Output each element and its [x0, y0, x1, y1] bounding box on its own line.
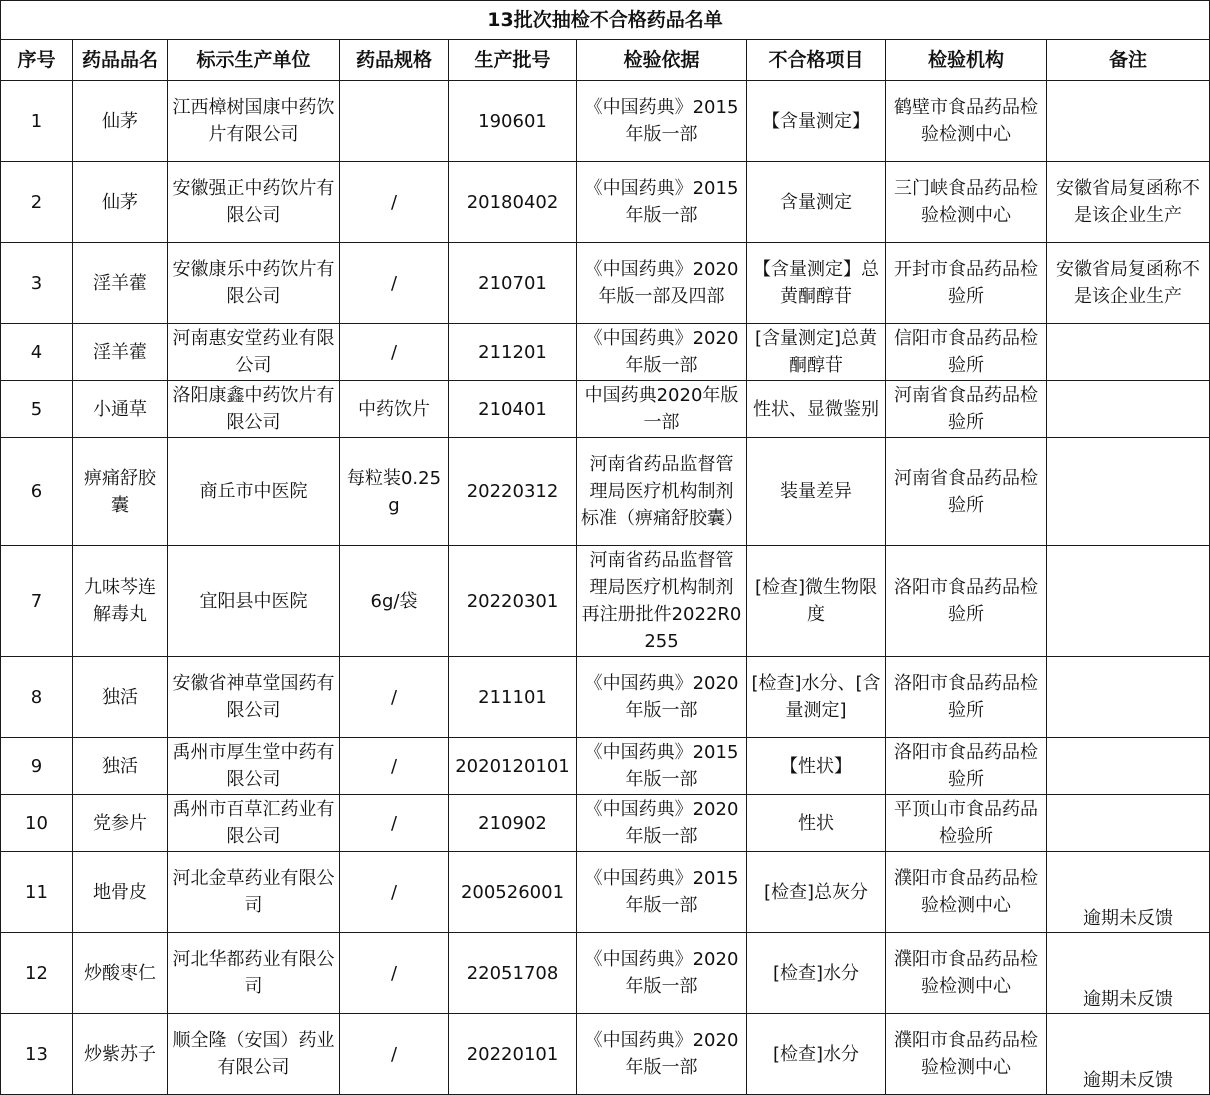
cell-basis: 《中国药典》2020年版一部: [577, 795, 747, 852]
table-row: [1, 1014, 1210, 1095]
cell-spec: 中药饮片: [340, 381, 449, 438]
table-row: [1, 381, 1210, 438]
cell-no: 8: [1, 657, 73, 738]
cell-maker: 河北华都药业有限公司: [168, 933, 340, 1014]
table-row: [1, 243, 1210, 324]
cell-maker: 禹州市百草汇药业有限公司: [168, 795, 340, 852]
cell-item: [检查]水分: [747, 1014, 886, 1095]
table-row: [1, 546, 1210, 657]
cell-note: [1047, 795, 1210, 852]
table-row: [1, 738, 1210, 795]
cell-item: 含量测定: [747, 162, 886, 243]
cell-note: 逾期未反馈: [1047, 933, 1210, 1014]
cell-batch: 22051708: [449, 933, 577, 1014]
cell-no: 3: [1, 243, 73, 324]
cell-batch: 20220312: [449, 438, 577, 546]
table-row: [1, 657, 1210, 738]
cell-maker: 禹州市厚生堂中药有限公司: [168, 738, 340, 795]
cell-lab: 洛阳市食品药品检验所: [886, 657, 1047, 738]
cell-basis: 《中国药典》2020年版一部: [577, 933, 747, 1014]
col-header-no: 序号: [1, 40, 73, 81]
cell-spec: /: [340, 243, 449, 324]
table-title: 13批次抽检不合格药品名单: [1, 1, 1210, 40]
cell-item: 【含量测定】: [747, 81, 886, 162]
cell-lab: 平顶山市食品药品检验所: [886, 795, 1047, 852]
cell-maker: 洛阳康鑫中药饮片有限公司: [168, 381, 340, 438]
cell-batch: 20180402: [449, 162, 577, 243]
cell-lab: 洛阳市食品药品检验所: [886, 546, 1047, 657]
col-header-lab: 检验机构: [886, 40, 1047, 81]
cell-basis: 《中国药典》2015年版一部: [577, 738, 747, 795]
cell-no: 6: [1, 438, 73, 546]
cell-batch: 211101: [449, 657, 577, 738]
cell-lab: 濮阳市食品药品检验检测中心: [886, 933, 1047, 1014]
cell-spec: /: [340, 795, 449, 852]
cell-maker: 安徽强正中药饮片有限公司: [168, 162, 340, 243]
table-row: [1, 162, 1210, 243]
cell-name: 独活: [73, 657, 168, 738]
cell-batch: 210701: [449, 243, 577, 324]
cell-spec: [340, 81, 449, 162]
cell-spec: /: [340, 1014, 449, 1095]
cell-spec: /: [340, 162, 449, 243]
table-row: [1, 795, 1210, 852]
col-header-note: 备注: [1047, 40, 1210, 81]
cell-note: 逾期未反馈: [1047, 1014, 1210, 1095]
cell-basis: 《中国药典》2020年版一部及四部: [577, 243, 747, 324]
cell-item: [检查]水分、[含量测定]: [747, 657, 886, 738]
cell-no: 9: [1, 738, 73, 795]
cell-no: 4: [1, 324, 73, 381]
cell-no: 7: [1, 546, 73, 657]
cell-basis: 《中国药典》2020年版一部: [577, 324, 747, 381]
cell-name: 独活: [73, 738, 168, 795]
cell-item: 【性状】: [747, 738, 886, 795]
cell-batch: 2020120101: [449, 738, 577, 795]
cell-maker: 宜阳县中医院: [168, 546, 340, 657]
cell-name: 地骨皮: [73, 852, 168, 933]
cell-basis: 《中国药典》2015年版一部: [577, 162, 747, 243]
cell-basis: 《中国药典》2020年版一部: [577, 1014, 747, 1095]
cell-batch: 210902: [449, 795, 577, 852]
cell-batch: 190601: [449, 81, 577, 162]
cell-batch: 210401: [449, 381, 577, 438]
cell-name: 炒酸枣仁: [73, 933, 168, 1014]
cell-lab: 河南省食品药品检验所: [886, 438, 1047, 546]
cell-maker: 安徽康乐中药饮片有限公司: [168, 243, 340, 324]
cell-maker: 顺全隆（安国）药业有限公司: [168, 1014, 340, 1095]
cell-name: 党参片: [73, 795, 168, 852]
table-row: [1, 852, 1210, 933]
cell-spec: /: [340, 324, 449, 381]
cell-note: [1047, 657, 1210, 738]
cell-lab: 河南省食品药品检验所: [886, 381, 1047, 438]
cell-item: 性状、显微鉴别: [747, 381, 886, 438]
col-header-basis: 检验依据: [577, 40, 747, 81]
cell-item: [检查]微生物限度: [747, 546, 886, 657]
table-row: [1, 438, 1210, 546]
cell-maker: 河南惠安堂药业有限公司: [168, 324, 340, 381]
col-header-name: 药品品名: [73, 40, 168, 81]
cell-note: [1047, 381, 1210, 438]
cell-maker: 商丘市中医院: [168, 438, 340, 546]
cell-name: 痹痛舒胶囊: [73, 438, 168, 546]
col-header-maker: 标示生产单位: [168, 40, 340, 81]
cell-no: 1: [1, 81, 73, 162]
cell-no: 5: [1, 381, 73, 438]
cell-lab: 洛阳市食品药品检验所: [886, 738, 1047, 795]
cell-basis: 河南省药品监督管理局医疗机构制剂标准（痹痛舒胶囊）: [577, 438, 747, 546]
cell-note: [1047, 546, 1210, 657]
cell-spec: 每粒装0.25g: [340, 438, 449, 546]
cell-batch: 200526001: [449, 852, 577, 933]
header-row: [1, 40, 1210, 81]
cell-note: 安徽省局复函称不是该企业生产: [1047, 162, 1210, 243]
cell-no: 10: [1, 795, 73, 852]
cell-lab: 濮阳市食品药品检验检测中心: [886, 1014, 1047, 1095]
cell-basis: 中国药典2020年版一部: [577, 381, 747, 438]
cell-no: 12: [1, 933, 73, 1014]
cell-item: [含量测定]总黄酮醇苷: [747, 324, 886, 381]
cell-no: 2: [1, 162, 73, 243]
cell-item: [检查]水分: [747, 933, 886, 1014]
cell-name: 小通草: [73, 381, 168, 438]
cell-note: 安徽省局复函称不是该企业生产: [1047, 243, 1210, 324]
table-row: [1, 933, 1210, 1014]
cell-name: 仙茅: [73, 81, 168, 162]
table-body: [1, 81, 1210, 1095]
cell-lab: 濮阳市食品药品检验检测中心: [886, 852, 1047, 933]
cell-note: [1047, 738, 1210, 795]
cell-item: 装量差异: [747, 438, 886, 546]
cell-lab: 信阳市食品药品检验所: [886, 324, 1047, 381]
cell-name: 炒紫苏子: [73, 1014, 168, 1095]
cell-lab: 三门峡食品药品检验检测中心: [886, 162, 1047, 243]
cell-no: 13: [1, 1014, 73, 1095]
cell-spec: 6g/袋: [340, 546, 449, 657]
cell-spec: /: [340, 852, 449, 933]
cell-batch: 20220101: [449, 1014, 577, 1095]
cell-name: 仙茅: [73, 162, 168, 243]
cell-item: [检查]总灰分: [747, 852, 886, 933]
cell-basis: 《中国药典》2015年版一部: [577, 852, 747, 933]
cell-spec: /: [340, 738, 449, 795]
cell-item: 【含量测定】总黄酮醇苷: [747, 243, 886, 324]
cell-batch: 211201: [449, 324, 577, 381]
cell-spec: /: [340, 657, 449, 738]
cell-note: [1047, 324, 1210, 381]
cell-lab: 开封市食品药品检验所: [886, 243, 1047, 324]
cell-maker: 江西樟树国康中药饮片有限公司: [168, 81, 340, 162]
cell-name: 淫羊藿: [73, 324, 168, 381]
cell-spec: /: [340, 933, 449, 1014]
cell-name: 九味芩连解毒丸: [73, 546, 168, 657]
cell-note: [1047, 438, 1210, 546]
col-header-spec: 药品规格: [340, 40, 449, 81]
cell-lab: 鹤壁市食品药品检验检测中心: [886, 81, 1047, 162]
table-row: [1, 81, 1210, 162]
col-header-batch: 生产批号: [449, 40, 577, 81]
cell-no: 11: [1, 852, 73, 933]
cell-note: [1047, 81, 1210, 162]
cell-basis: 《中国药典》2020年版一部: [577, 657, 747, 738]
cell-batch: 20220301: [449, 546, 577, 657]
cell-item: 性状: [747, 795, 886, 852]
cell-maker: 河北金草药业有限公司: [168, 852, 340, 933]
table-row: [1, 324, 1210, 381]
col-header-item: 不合格项目: [747, 40, 886, 81]
cell-name: 淫羊藿: [73, 243, 168, 324]
cell-maker: 安徽省神草堂国药有限公司: [168, 657, 340, 738]
cell-basis: 《中国药典》2015年版一部: [577, 81, 747, 162]
cell-note: 逾期未反馈: [1047, 852, 1210, 933]
cell-basis: 河南省药品监督管理局医疗机构制剂再注册批件2022R0255: [577, 546, 747, 657]
